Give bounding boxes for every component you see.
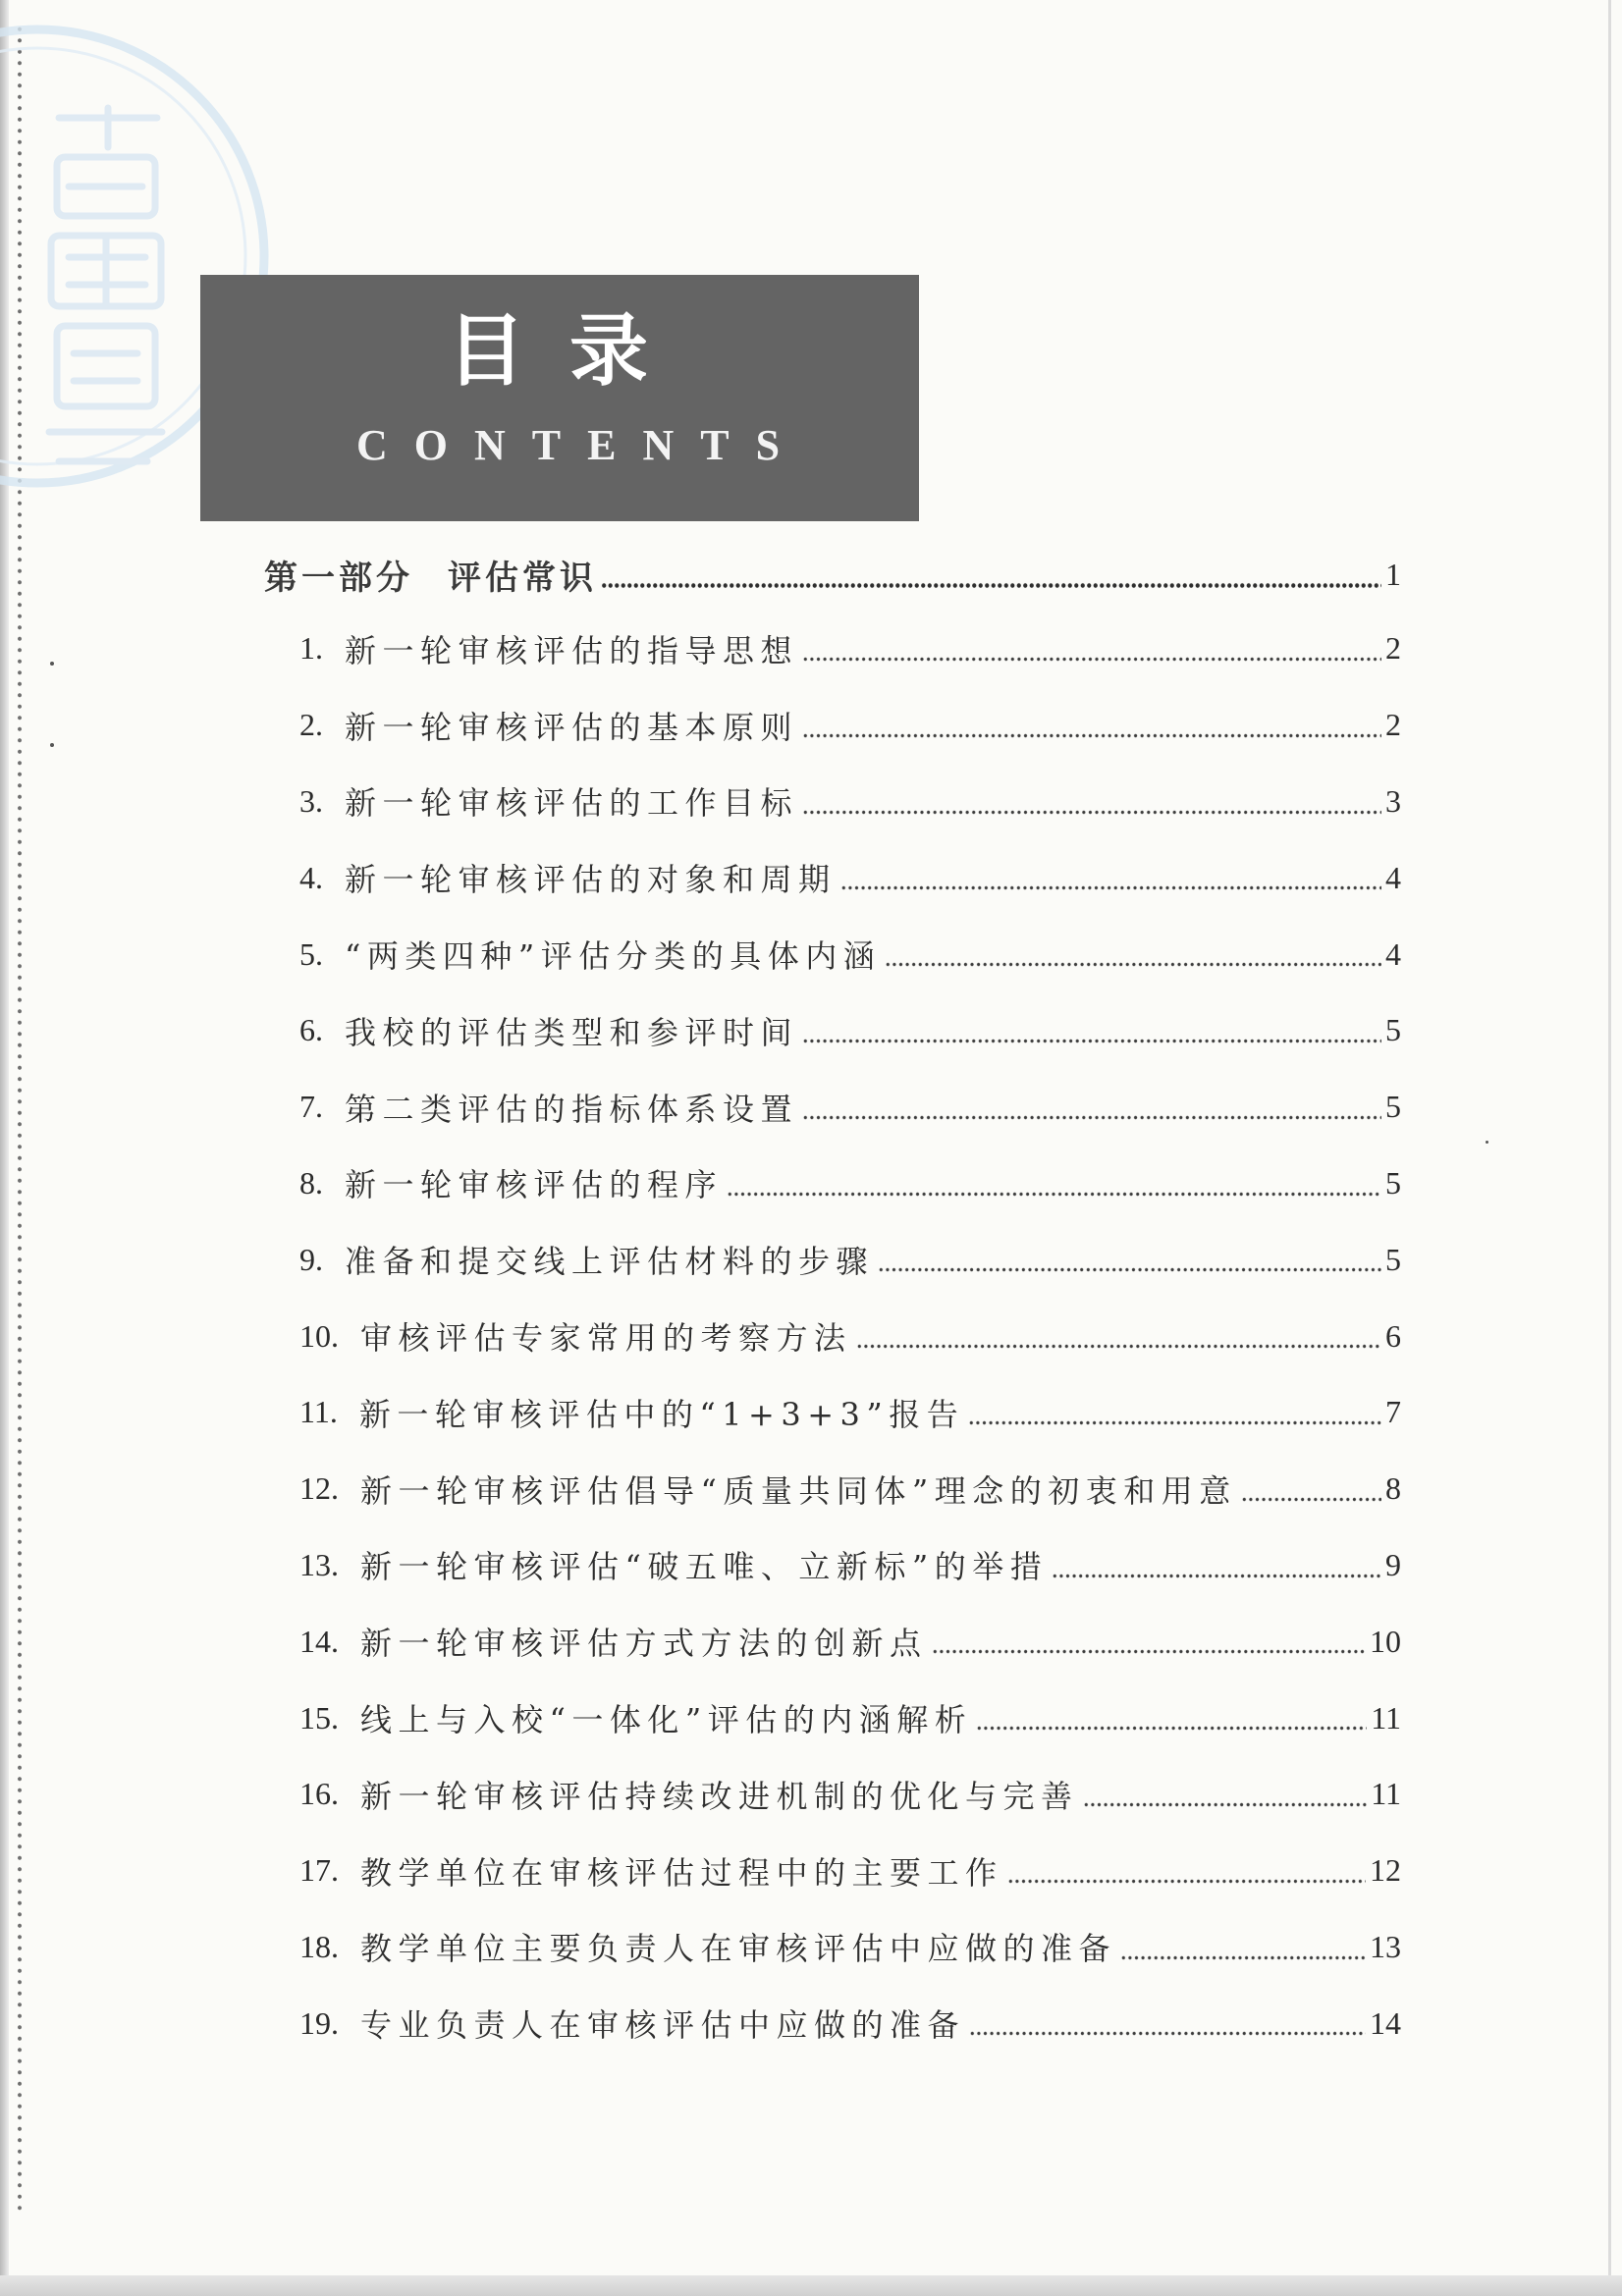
page-bottom-edge xyxy=(0,2275,1622,2296)
entry-page-number: 5 xyxy=(1385,1164,1401,1201)
part-heading xyxy=(264,545,1401,604)
entry-page-number: 3 xyxy=(1385,782,1401,819)
entry-title: 第二类评估的指标体系设置 xyxy=(345,1090,799,1128)
toc-entry xyxy=(299,1985,1401,2061)
toc-entry xyxy=(299,1146,1401,1222)
entry-title: 新一轮审核评估倡导“质量共同体”理念的初衷和用意 xyxy=(360,1471,1237,1510)
entry-title: 教学单位在审核评估过程中的主要工作 xyxy=(360,1853,1003,1892)
dot-leader xyxy=(1052,1527,1381,1604)
entry-title: 新一轮审核评估的基本原则 xyxy=(345,708,799,746)
entry-page-number: 4 xyxy=(1385,935,1401,972)
toc-entry xyxy=(299,992,1401,1069)
entry-title: 我校的评估类型和参评时间 xyxy=(345,1013,799,1051)
entry-number: 15. xyxy=(299,1699,339,1735)
toc-entry xyxy=(299,1298,1401,1374)
entry-title: 教学单位主要负责人在审核评估中应做的准备 xyxy=(360,1930,1117,1968)
entry-page-number: 4 xyxy=(1385,859,1401,895)
entry-page-number: 9 xyxy=(1385,1546,1401,1582)
entry-title: 新一轮审核评估的指导思想 xyxy=(345,631,799,669)
entry-page-number: 2 xyxy=(1385,630,1401,667)
part-page-number: 1 xyxy=(1385,556,1401,592)
entry-page-number: 14 xyxy=(1370,2004,1401,2041)
dot-leader xyxy=(1007,1833,1366,1909)
toc-entry xyxy=(299,1374,1401,1451)
entry-page-number: 11 xyxy=(1371,1699,1401,1735)
dot-leader xyxy=(802,764,1381,840)
entry-number: 1. xyxy=(299,630,323,667)
toc-entry xyxy=(299,839,1401,916)
dot-leader xyxy=(885,916,1381,992)
entry-number: 14. xyxy=(299,1623,339,1659)
toc-entry xyxy=(299,1833,1401,1909)
entry-title: 新一轮审核评估的工作目标 xyxy=(345,784,799,823)
entry-number: 13. xyxy=(299,1546,339,1582)
part-title: 评估常识 xyxy=(448,558,597,598)
toc-entry xyxy=(299,916,1401,992)
entry-title: “两类四种”评估分类的具体内涵 xyxy=(345,937,882,976)
entry-title: 准备和提交线上评估材料的步骤 xyxy=(345,1243,875,1281)
entry-page-number: 10 xyxy=(1370,1623,1401,1659)
entry-number: 4. xyxy=(299,859,323,895)
toc-entry xyxy=(299,611,1401,687)
entry-page-number: 12 xyxy=(1370,1852,1401,1889)
entry-number: 6. xyxy=(299,1012,323,1048)
entry-page-number: 8 xyxy=(1385,1470,1401,1507)
entry-number: 12. xyxy=(299,1470,339,1507)
entry-page-number: 5 xyxy=(1385,1089,1401,1125)
dot-leader xyxy=(968,1374,1381,1451)
dot-leader xyxy=(802,1069,1381,1146)
entry-title: 专业负责人在审核评估中应做的准备 xyxy=(360,2006,966,2045)
entry-number: 7. xyxy=(299,1089,323,1125)
toc-entry xyxy=(299,764,1401,840)
toc-list xyxy=(299,611,1401,2061)
toc-entry xyxy=(299,687,1401,764)
entry-number: 19. xyxy=(299,2004,339,2041)
toc-entry xyxy=(299,1909,1401,1986)
entry-number: 8. xyxy=(299,1164,323,1201)
scan-speck xyxy=(1486,1141,1488,1144)
entry-number: 9. xyxy=(299,1241,323,1277)
entry-number: 2. xyxy=(299,707,323,743)
dot-leader xyxy=(1120,1909,1366,1986)
toc-entry xyxy=(299,1069,1401,1146)
dot-leader xyxy=(601,545,1381,604)
entry-number: 11. xyxy=(299,1394,338,1430)
dot-leader xyxy=(1241,1451,1381,1527)
dot-leader xyxy=(856,1298,1381,1374)
entry-page-number: 5 xyxy=(1385,1012,1401,1048)
part-label: 第一部分 xyxy=(264,558,413,598)
dot-leader xyxy=(1083,1756,1368,1833)
scan-speck xyxy=(50,743,54,747)
entry-number: 17. xyxy=(299,1852,339,1889)
entry-number: 16. xyxy=(299,1776,339,1812)
toc-entry xyxy=(299,1680,1401,1756)
toc-entry xyxy=(299,1603,1401,1680)
toc-entry xyxy=(299,1451,1401,1527)
entry-page-number: 13 xyxy=(1370,1928,1401,1964)
entry-title: 新一轮审核评估中的“1+3+3”报告 xyxy=(358,1395,965,1433)
toc-entry xyxy=(299,1527,1401,1604)
dot-leader xyxy=(727,1146,1381,1222)
entry-page-number: 6 xyxy=(1385,1317,1401,1354)
dot-leader xyxy=(969,1985,1366,2061)
dot-leader xyxy=(932,1603,1366,1680)
contents-title-box xyxy=(200,275,919,521)
dot-leader xyxy=(840,839,1381,916)
entry-title: 新一轮审核评估的程序 xyxy=(345,1166,724,1204)
entry-page-number: 11 xyxy=(1371,1776,1401,1812)
entry-number: 5. xyxy=(299,935,323,972)
dot-leader xyxy=(802,611,1381,687)
entry-page-number: 5 xyxy=(1385,1241,1401,1277)
entry-title: 新一轮审核评估方式方法的创新点 xyxy=(360,1625,928,1663)
entry-number: 10. xyxy=(299,1317,339,1354)
toc-entry xyxy=(299,1756,1401,1833)
entry-title: 审核评估专家常用的考察方法 xyxy=(360,1319,852,1358)
entry-title: 线上与入校“一体化”评估的内涵解析 xyxy=(360,1701,973,1739)
page-right-edge xyxy=(1608,0,1611,2275)
dot-leader xyxy=(976,1680,1367,1756)
page-subtitle: CONTENTS xyxy=(356,421,807,469)
entry-page-number: 7 xyxy=(1385,1394,1401,1430)
entry-number: 3. xyxy=(299,782,323,819)
entry-number: 18. xyxy=(299,1928,339,1964)
dot-leader xyxy=(878,1221,1381,1298)
scan-speck xyxy=(50,662,54,666)
entry-title: 新一轮审核评估持续改进机制的优化与完善 xyxy=(360,1777,1079,1815)
dot-leader xyxy=(802,992,1381,1069)
entry-title: 新一轮审核评估“破五唯、立新标”的举措 xyxy=(360,1548,1049,1586)
page-title: 目录 xyxy=(447,305,692,397)
entry-title: 新一轮审核评估的对象和周期 xyxy=(345,861,837,899)
toc-entry xyxy=(299,1221,1401,1298)
entry-page-number: 2 xyxy=(1385,707,1401,743)
dot-leader xyxy=(802,687,1381,764)
